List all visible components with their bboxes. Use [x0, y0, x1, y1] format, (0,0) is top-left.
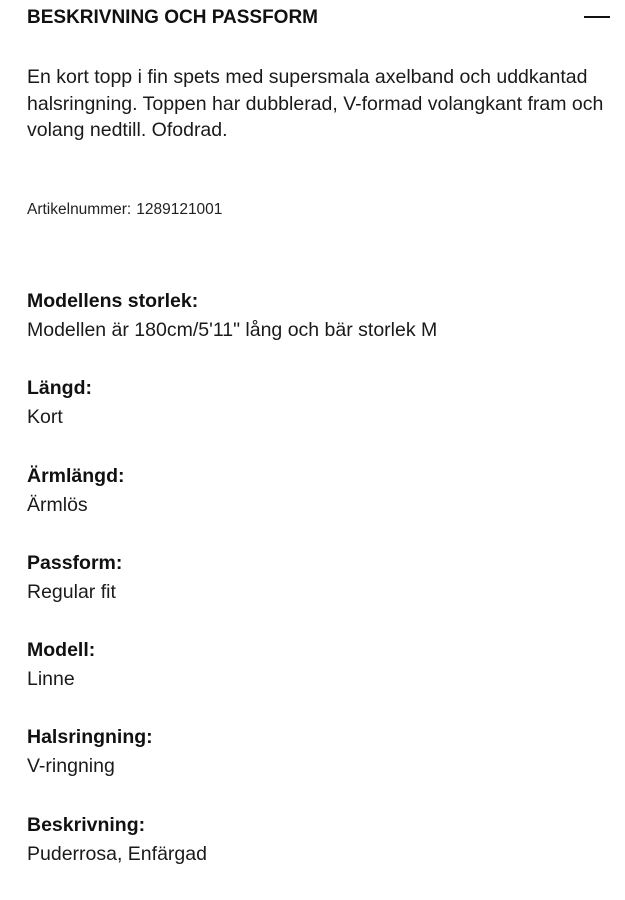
attribute-model-size [27, 287, 607, 374]
attribute-style [27, 636, 607, 723]
attribute-value: Puderrosa, Enfärgad [27, 842, 207, 865]
article-number [27, 199, 222, 221]
product-description: En kort topp i fin spets med supersmala axelband och uddkantad halsringning. Toppen har dubblerad, V-formad volangkant fram och volang nedtill. Ofodrad. [27, 66, 604, 141]
attribute-value: Regular fit [27, 580, 116, 603]
article-number-label: Artikelnummer: [27, 201, 132, 218]
attribute-label: Längd: [27, 377, 92, 400]
attribute-fit [27, 549, 607, 636]
minus-icon[interactable] [583, 4, 611, 32]
section-title: BESKRIVNING OCH PASSFORM [27, 7, 319, 28]
attribute-description [27, 811, 607, 898]
attribute-label: Passform: [27, 551, 123, 574]
attribute-label: Ärmlängd: [27, 464, 125, 487]
attribute-length [27, 374, 607, 461]
article-number-value: 1289121001 [136, 201, 223, 218]
attribute-label: Modell: [27, 639, 96, 662]
attribute-list [27, 287, 607, 898]
attribute-neckline [27, 723, 607, 810]
accordion-header[interactable] [27, 4, 611, 32]
minus-icon-bar [584, 16, 610, 18]
attribute-sleeve-length [27, 462, 607, 549]
attribute-label: Modellens storlek: [27, 290, 199, 312]
attribute-label: Halsringning: [27, 726, 153, 749]
attribute-value: Ärmlös [27, 493, 88, 516]
attribute-value: V-ringning [27, 755, 115, 778]
attribute-label: Beskrivning: [27, 813, 146, 836]
attribute-value: Kort [27, 406, 63, 429]
attribute-value: Linne [27, 668, 75, 691]
attribute-value: Modellen är 180cm/5'11" lång och bär storlek M [27, 319, 438, 341]
